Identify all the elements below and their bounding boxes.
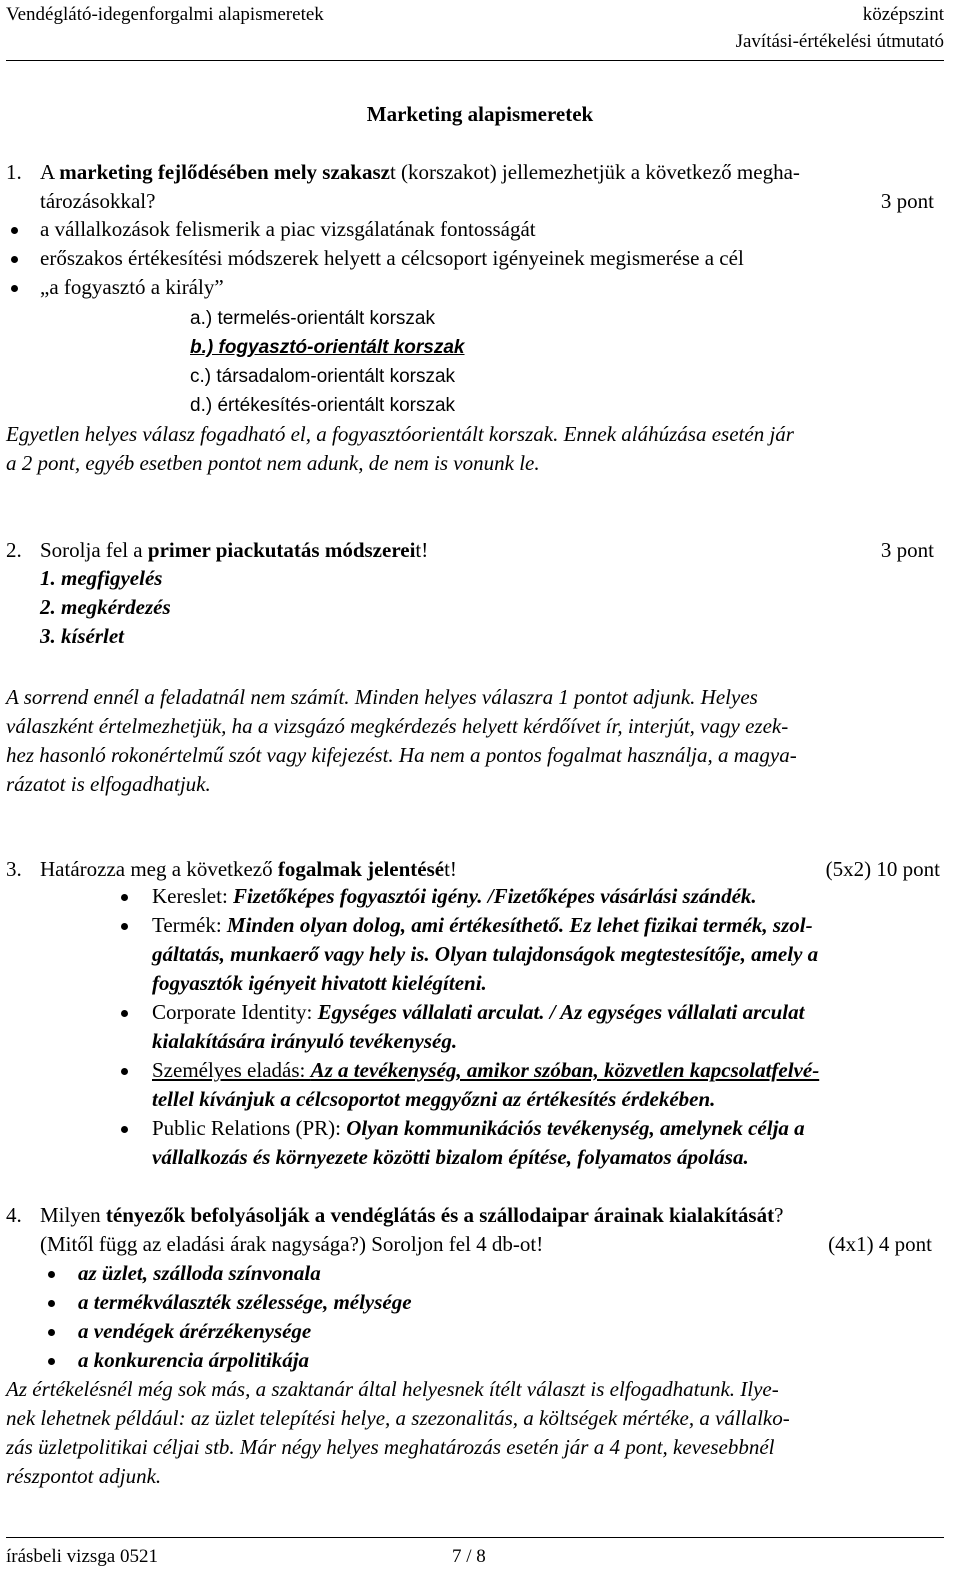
q3-definition-cont: vállalkozás és környezete közötti bizalom építése, folyamatos ápolása. xyxy=(152,1145,749,1169)
q2-scoring-note: hez hasonló rokonértelmű szót vagy kifejezést. Ha nem a pontos fogalmat használja, a magya- xyxy=(6,743,797,767)
q3-definition-cont: kialakítására irányuló tevékenység. xyxy=(152,1029,458,1053)
q3-definition: Kereslet: Fizetőképes fogyasztói igény. /Fizetőképes vásárlási szándék. xyxy=(152,884,757,908)
q3-definition: Public Relations (PR): Olyan kommunikációs tevékenység, amelynek célja a xyxy=(152,1116,805,1140)
bullet-icon xyxy=(121,1126,128,1133)
q2-number: 2. xyxy=(6,538,22,562)
q2-scoring-note: A sorrend ennél a feladatnál nem számít. Minden helyes válaszra 1 pontot adjunk. Helyes xyxy=(6,685,758,709)
q2-answer: 1. megfigyelés xyxy=(40,566,163,590)
q1-scoring-note: Egyetlen helyes válasz fogadható el, a fogyasztóorientált korszak. Ennek aláhúzása esetén jár xyxy=(6,422,794,446)
q2-scoring-note: válaszként értelmezhetjük, ha a vizsgázó megkérdezés helyett kérdőívet ír, interjút, vagy ezek- xyxy=(6,714,789,738)
q1-option-a: a.) termelés-orientált korszak xyxy=(190,308,435,329)
header-level: középszint xyxy=(862,4,944,25)
q4-question-line2: (Mitől függ az eladási árak nagysága?) Soroljon fel 4 db-ot! xyxy=(40,1232,544,1256)
header-subject: Vendéglátó-idegenforgalmi alapismeretek xyxy=(6,4,324,25)
q1-option-b-correct: b.) fogyasztó-orientált korszak xyxy=(190,337,465,358)
q4-answer: a termékválaszték szélessége, mélysége xyxy=(78,1290,412,1314)
bullet-icon xyxy=(11,227,18,234)
q2-scoring-note: rázatot is elfogadhatjuk. xyxy=(6,772,211,796)
bullet-icon xyxy=(121,894,128,901)
section-title: Marketing alapismeretek xyxy=(366,102,594,126)
q4-answer: a konkurencia árpolitikája xyxy=(78,1348,310,1372)
bullet-icon xyxy=(11,285,18,292)
q3-definition-cont: tellel kívánjuk a célcsoportot meggyőzni az értékesítés érdekében. xyxy=(152,1087,716,1111)
q4-answer: az üzlet, szálloda színvonala xyxy=(78,1261,321,1285)
q4-scoring-note: nek lehetnek például: az üzlet telepítési helye, a szezonalitás, a költségek mértéke, a vállalko- xyxy=(6,1406,790,1430)
q3-definition-cont: fogyasztók igényeit hivatott kielégíteni. xyxy=(152,971,487,995)
q1-question-line1: A marketing fejlődésében mely szakaszt (korszakot) jellemezhetjük a következő megha- xyxy=(40,160,800,184)
bullet-icon xyxy=(11,256,18,263)
q2-answer: 2. megkérdezés xyxy=(40,595,171,619)
header-rule xyxy=(6,60,944,61)
q2-points: 3 pont xyxy=(880,538,934,562)
q3-definition: Személyes eladás: Az a tevékenység, amikor szóban, közvetlen kapcsolatfelvé- xyxy=(152,1058,820,1082)
q2-question: Sorolja fel a primer piackutatás módszereit! xyxy=(40,538,429,562)
bullet-icon xyxy=(121,1010,128,1017)
q4-number: 4. xyxy=(6,1203,22,1227)
bullet-icon xyxy=(121,1068,128,1075)
q2-answer: 3. kísérlet xyxy=(40,624,124,648)
bullet-icon xyxy=(48,1300,55,1307)
q3-definition: Termék: Minden olyan dolog, ami értékesíthető. Ez lehet fizikai termék, szol- xyxy=(152,913,813,937)
q1-points: 3 pont xyxy=(880,189,934,213)
q1-option-d: d.) értékesítés-orientált korszak xyxy=(190,395,456,416)
q1-scoring-note: a 2 pont, egyéb esetben pontot nem adunk, de nem is vonunk le. xyxy=(6,451,540,475)
q3-definition-cont: gáltatás, munkaerő vagy hely is. Olyan tulajdonságok megtestesítője, amely a xyxy=(152,942,819,966)
footer-exam-code: írásbeli vizsga 0521 xyxy=(6,1546,158,1567)
q4-scoring-note: Az értékelésnél még sok más, a szaktanár által helyesnek ítélt választ is elfogadhatunk. Ilye- xyxy=(6,1377,779,1401)
q4-scoring-note: zás üzletpolitikai céljai stb. Már négy helyes meghatározás esetén jár a 4 pont, kevesebbnél xyxy=(6,1435,775,1459)
q1-option-c: c.) társadalom-orientált korszak xyxy=(190,366,456,387)
bullet-icon xyxy=(48,1329,55,1336)
q1-number: 1. xyxy=(6,160,22,184)
q1-question-line2: tározásokkal? xyxy=(40,189,156,213)
q3-question: Határozza meg a következő fogalmak jelentését! xyxy=(40,857,457,881)
q1-bullet: erőszakos értékesítési módszerek helyett a célcsoport igényeinek megismerése a cél xyxy=(40,246,744,270)
header-guide-title: Javítási-értékelési útmutató xyxy=(735,31,944,52)
bullet-icon xyxy=(48,1271,55,1278)
bullet-icon xyxy=(48,1358,55,1365)
q3-number: 3. xyxy=(6,857,22,881)
q1-bullet: „a fogyasztó a király” xyxy=(40,275,224,299)
page-number: 7 / 8 xyxy=(452,1546,486,1567)
q4-points: (4x1) 4 pont xyxy=(828,1232,932,1256)
q4-question-line1: Milyen tényezők befolyásolják a vendéglátás és a szállodaipar árainak kialakítását? xyxy=(40,1203,784,1227)
footer-rule xyxy=(6,1537,944,1538)
q1-bullet: a vállalkozások felismerik a piac vizsgálatának fontosságát xyxy=(40,217,536,241)
q4-scoring-note: részpontot adjunk. xyxy=(6,1464,162,1488)
q4-answer: a vendégek árérzékenysége xyxy=(78,1319,312,1343)
q3-points: (5x2) 10 pont xyxy=(825,857,940,881)
bullet-icon xyxy=(121,923,128,930)
q3-definition: Corporate Identity: Egységes vállalati arculat. / Az egységes vállalati arculat xyxy=(152,1000,805,1024)
